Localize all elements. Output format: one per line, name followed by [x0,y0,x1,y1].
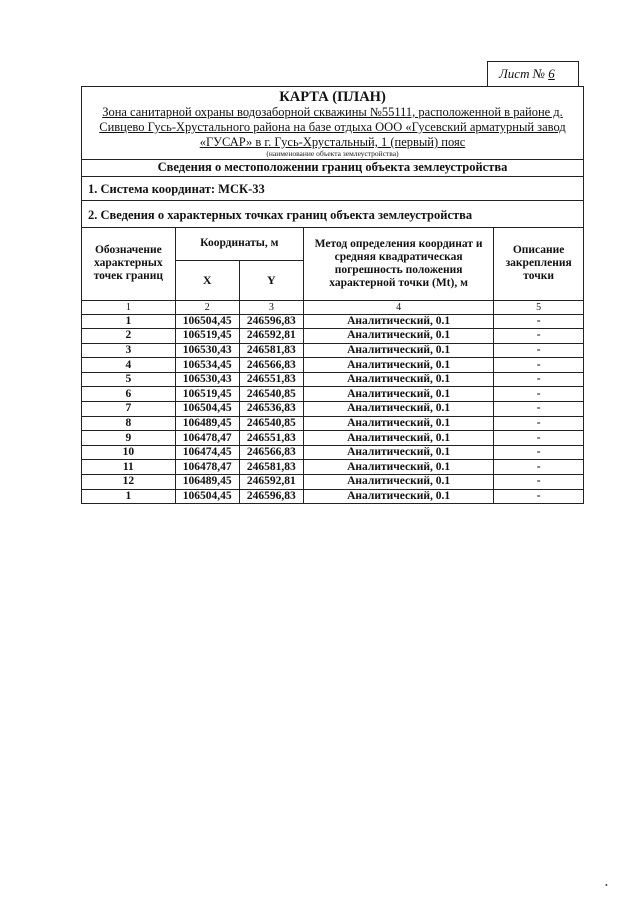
col-y-header: Y [239,260,303,300]
cell-point: 7 [82,402,175,417]
cell-method: Аналитический, 0.1 [303,387,493,402]
table-row [82,445,583,460]
table-row [82,402,583,417]
cell-x: 106504,45 [175,314,239,329]
table-row [82,431,583,446]
cell-x: 106504,45 [175,402,239,417]
subject-line-1: Зона санитарной охраны водозаборной скважины №55111, расположенной в районе д. [102,105,563,119]
cell-method: Аналитический, 0.1 [303,489,493,503]
col-x-header: X [175,260,239,300]
cell-method: Аналитический, 0.1 [303,402,493,417]
cell-y: 246536,83 [239,402,303,417]
cell-point: 4 [82,358,175,373]
cell-x: 106489,45 [175,416,239,431]
table-row [82,475,583,490]
cell-y: 246596,83 [239,314,303,329]
cell-method: Аналитический, 0.1 [303,445,493,460]
cell-point: 1 [82,314,175,329]
table-row [82,358,583,373]
coordinate-system: 1. Система координат: МСК-33 [82,177,583,201]
cell-x: 106478,47 [175,460,239,475]
col-number-5: 5 [494,300,583,314]
cell-x: 106474,45 [175,445,239,460]
cell-desc: - [494,416,583,431]
col-method-header: Метод определения координат и средняя квадратическая погрешность положения характерной точки (Mt), м [303,228,493,300]
cell-method: Аналитический, 0.1 [303,329,493,344]
cell-y: 246540,85 [239,416,303,431]
col-desc-header: Описание закрепления точки [494,228,583,300]
table-row [82,489,583,503]
cell-point: 2 [82,329,175,344]
cell-method: Аналитический, 0.1 [303,372,493,387]
sheet-number: 6 [548,66,555,81]
subject-caption: (наименование объекта землеустройства) [266,149,399,158]
cell-y: 246596,83 [239,489,303,503]
cell-y: 246581,83 [239,343,303,358]
cell-x: 106534,45 [175,358,239,373]
cell-method: Аналитический, 0.1 [303,358,493,373]
cell-y: 246540,85 [239,387,303,402]
cell-point: 1 [82,489,175,503]
cell-method: Аналитический, 0.1 [303,343,493,358]
cell-point: 12 [82,475,175,490]
table-row [82,387,583,402]
cell-desc: - [494,460,583,475]
subject-line-2: Сивцево Гусь-Хрустального района на базе отдыха ООО «Гусевский арматурный завод [99,120,566,134]
cell-desc: - [494,445,583,460]
cell-y: 246551,83 [239,372,303,387]
cell-method: Аналитический, 0.1 [303,314,493,329]
corner-mark: • [605,881,608,890]
cell-y: 246551,83 [239,431,303,446]
cell-desc: - [494,475,583,490]
cell-desc: - [494,314,583,329]
cell-y: 246566,83 [239,445,303,460]
col-number-3: 3 [239,300,303,314]
col-coords-header: Координаты, м [175,228,303,260]
points-title: 2. Сведения о характерных точках границ объекта землеустройства [82,201,583,228]
cell-desc: - [494,343,583,358]
cell-point: 10 [82,445,175,460]
table-row [82,372,583,387]
col-point-header: Обозначение характерных точек границ [82,228,175,300]
cell-desc: - [494,387,583,402]
cell-desc: - [494,489,583,503]
document-frame [81,86,584,504]
cell-method: Аналитический, 0.1 [303,475,493,490]
subject-line-3: «ГУСАР» в г. Гусь-Хрустальный, 1 (первый) пояс [199,135,466,149]
cell-desc: - [494,329,583,344]
cell-desc: - [494,372,583,387]
cell-point: 3 [82,343,175,358]
sheet-label: Лист № [499,66,545,81]
points-table-body [82,314,583,503]
cell-x: 106519,45 [175,387,239,402]
table-row [82,329,583,344]
col-number-4: 4 [303,300,493,314]
cell-y: 246581,83 [239,460,303,475]
cell-point: 5 [82,372,175,387]
sheet-number-box [487,61,579,86]
cell-point: 11 [82,460,175,475]
cell-x: 106530,43 [175,372,239,387]
cell-x: 106504,45 [175,489,239,503]
table-row [82,460,583,475]
cell-method: Аналитический, 0.1 [303,460,493,475]
section-title: Сведения о местоположении границ объекта землеустройства [82,160,583,177]
document-title: КАРТА (ПЛАН) [279,89,386,105]
cell-desc: - [494,358,583,373]
cell-y: 246592,81 [239,329,303,344]
table-row [82,314,583,329]
cell-method: Аналитический, 0.1 [303,431,493,446]
cell-desc: - [494,402,583,417]
cell-y: 246566,83 [239,358,303,373]
col-number-2: 2 [175,300,239,314]
cell-x: 106530,43 [175,343,239,358]
cell-point: 6 [82,387,175,402]
cell-point: 9 [82,431,175,446]
cell-point: 8 [82,416,175,431]
cell-y: 246592,81 [239,475,303,490]
col-number-1: 1 [82,300,175,314]
points-table [82,228,583,503]
title-block [82,87,583,160]
cell-desc: - [494,431,583,446]
cell-method: Аналитический, 0.1 [303,416,493,431]
table-row [82,416,583,431]
cell-x: 106519,45 [175,329,239,344]
table-row [82,343,583,358]
cell-x: 106489,45 [175,475,239,490]
cell-x: 106478,47 [175,431,239,446]
